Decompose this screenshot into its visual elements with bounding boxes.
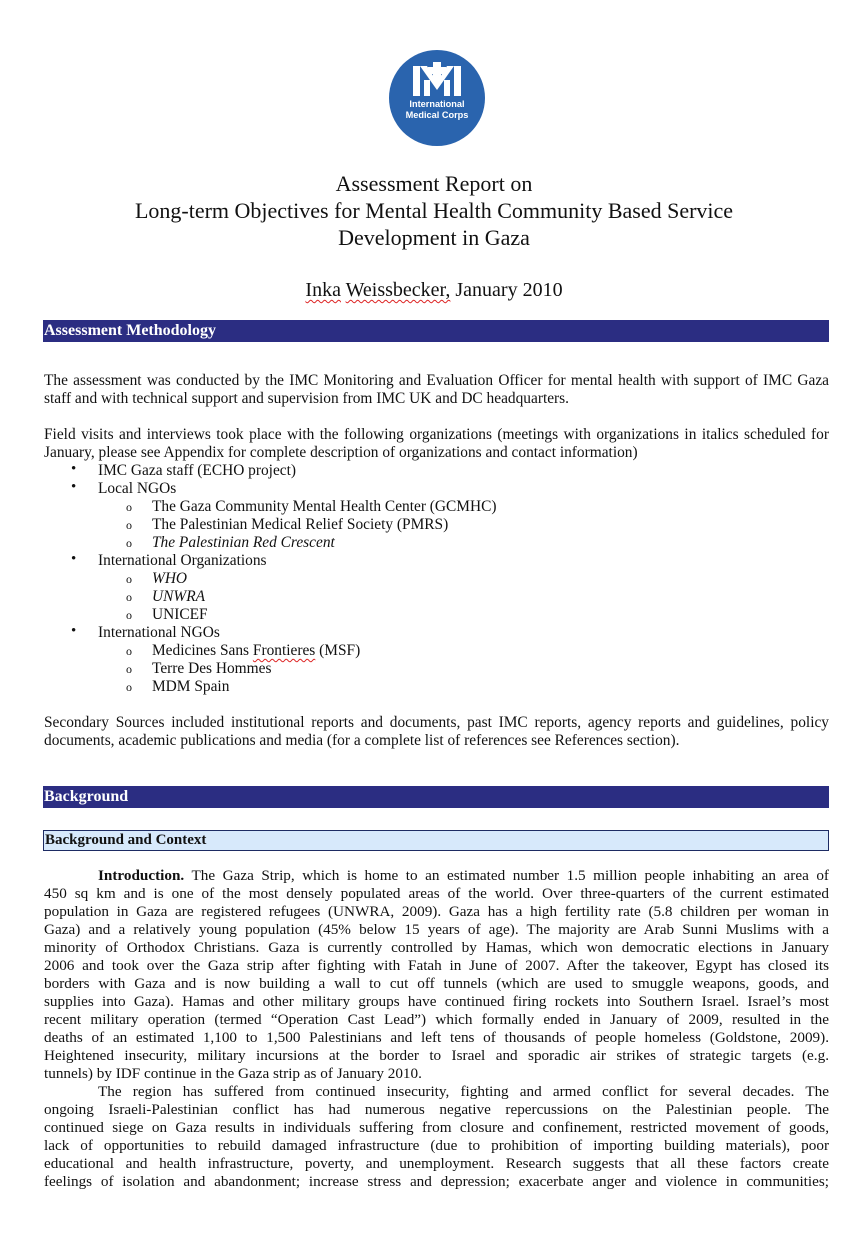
sub-bullet-icon: o: [126, 572, 132, 586]
sub-bullet-icon: o: [126, 680, 132, 694]
report-title-line3: Development in Gaza: [338, 225, 530, 250]
msf-text-c: (MSF): [315, 642, 361, 659]
sub-bullet-icon: o: [126, 590, 132, 604]
body-line: [44, 1119, 829, 1137]
section-heading-methodology: Assessment Methodology: [43, 320, 829, 342]
sub-bullet-icon: o: [126, 644, 132, 658]
body-line-text: educational and health infrastructure, poverty, and unemployment. Research suggests that all these factors create: [44, 1155, 829, 1172]
sub-bullet-icon: o: [126, 608, 132, 622]
imc-logo: [389, 50, 485, 146]
logo-text-line2: Medical Corps: [405, 110, 469, 120]
bullet-icon: •: [71, 479, 77, 495]
body-line-text: Heightened insecurity, military incursions at the border to Israel and sporadic air strikes of strategic targets (e.g.: [44, 1047, 829, 1064]
body-line: [44, 1011, 829, 1029]
intro-label: Introduction.: [98, 867, 185, 884]
author-first-name: Inka: [305, 279, 341, 301]
body-line-text: minority of Orthodox Christians. Gaza is currently controlled by Hamas, which won democratic elections in January: [44, 939, 829, 956]
body-line: [44, 939, 829, 957]
methodology-paragraph-1: The assessment was conducted by the IMC Monitoring and Evaluation Officer for mental health with support of IMC Gaza staff and with technical support and supervision from IMC UK and DC headquarters.: [44, 372, 829, 407]
body-line: [44, 1173, 829, 1191]
body-line: [44, 1101, 829, 1119]
body-line: [44, 1029, 829, 1047]
methodology-paragraph-2: Field visits and interviews took place with the following organizations (meetings with organizations in italics scheduled for January, please see Appendix for complete description of organizations and contact information): [44, 426, 829, 461]
body-line-text: feelings of isolation and abandonment; increase stress and depression; exacerbate anger and violence in communities;: [44, 1173, 829, 1190]
body-line: [44, 1155, 829, 1173]
body-line: [44, 1047, 829, 1065]
body-line: [44, 975, 829, 993]
body-line-text: 450 sq km and is one of the most densely populated areas of the world. Over three-quarters of the current estimated: [44, 885, 829, 902]
sub-bullet-icon: o: [126, 500, 132, 514]
body-line-text: recent military operation (termed “Operation Cast Lead”) which formally ended in January of 2009, resulted in the: [44, 1011, 829, 1028]
list-item-mdm: MDM Spain: [152, 678, 230, 695]
body-line-text: tunnels) by IDF continue in the Gaza strip as of January 2010.: [44, 1065, 422, 1082]
list-item-prc: The Palestinian Red Crescent: [152, 534, 335, 551]
body-line: [44, 1065, 829, 1083]
sub-bullet-icon: o: [126, 518, 132, 532]
bullet-icon: •: [71, 461, 77, 477]
logo-text-line1: International: [409, 99, 465, 109]
author-last-name: Weissbecker,: [345, 279, 451, 301]
body-line: [44, 957, 829, 975]
body-line: [44, 885, 829, 903]
report-date: January 2010: [455, 279, 563, 301]
section-heading-background: Background: [43, 786, 829, 808]
background-introduction: [44, 867, 829, 1191]
report-title-line2: Long-term Objectives for Mental Health Community Based Service: [134, 198, 734, 223]
body-line-text: 2006 and took over the Gaza strip after fighting with Fatah in June of 2007. After the takeover, Egypt has closed its: [44, 957, 829, 974]
body-line: [44, 903, 829, 921]
body-line: [44, 1137, 829, 1155]
body-line-text: Gaza) and a relatively young population (45% below 15 years of age). The majority are Arab Sunni Muslims with a: [44, 921, 829, 938]
body-line: [44, 921, 829, 939]
body-line: [44, 993, 829, 1011]
list-item-intl-orgs: International Organizations: [98, 552, 267, 569]
body-line-text: lack of opportunities to rebuild damaged infrastructure (due to prohibition of importing building materials), poor: [44, 1137, 829, 1154]
list-item-pmrs: The Palestinian Medical Relief Society (PMRS): [152, 516, 449, 533]
list-item-unicef: UNICEF: [152, 606, 208, 623]
body-line-text: continued siege on Gaza results in individuals suffering from closure and confinement, restricted movement of goods,: [44, 1119, 829, 1136]
body-line-text: supplies into Gaza). Hamas and other military groups have continued firing rockets into Southern Israel. Israel’s most: [44, 993, 829, 1010]
body-line: [44, 867, 829, 885]
body-line-text: ongoing Israeli-Palestinian conflict has had numerous negative repercussions on the Palestinian people. The: [44, 1101, 829, 1118]
author-line: [0, 277, 868, 303]
sub-bullet-icon: o: [126, 536, 132, 550]
section-heading-context: Background and Context: [43, 830, 829, 851]
list-item-unwra: UNWRA: [152, 588, 206, 605]
imc-emblem-icon: [411, 60, 463, 98]
body-line-text: deaths of an estimated 1,100 to 1,500 Palestinians and left tens of thousands of people homeless (Goldstone, 2009).: [44, 1029, 829, 1046]
list-item-who: WHO: [152, 570, 188, 587]
list-item-intl-ngos: International NGOs: [98, 624, 220, 641]
list-item-gcmhc: The Gaza Community Mental Health Center (GCMHC): [152, 498, 497, 515]
list-item-tdh: Terre Des Hommes: [152, 660, 272, 677]
body-line-text: borders with Gaza and is now building a wall to cut off tunnels (which are used to smuggle weapons, goods, and: [44, 975, 829, 992]
msf-text-a: Medicines Sans: [152, 642, 253, 659]
list-item-local-ngos: Local NGOs: [98, 480, 177, 497]
list-item-msf: [152, 642, 360, 660]
body-line: [44, 1083, 829, 1101]
report-title-line1: Assessment Report on: [335, 171, 533, 196]
body-line-text: population in Gaza are registered refugees (UNWRA, 2009). Gaza has a high fertility rate (5.8 children per woman in: [44, 903, 829, 920]
body-line-text: The region has suffered from continued insecurity, fighting and armed conflict for several decades. The: [98, 1083, 829, 1100]
bullet-icon: •: [71, 551, 77, 567]
sub-bullet-icon: o: [126, 662, 132, 676]
bullet-icon: •: [71, 623, 77, 639]
list-item-imc-staff: IMC Gaza staff (ECHO project): [98, 462, 297, 479]
methodology-paragraph-3: Secondary Sources included institutional reports and documents, past IMC reports, agency reports and guidelines, policy documents, academic publications and media (for a complete list of references see References section).: [44, 714, 829, 749]
body-line-text: The Gaza Strip, which is home to an estimated number 1.5 million people inhabiting an area of: [184, 867, 829, 884]
msf-text-b: Frontieres: [252, 642, 316, 659]
